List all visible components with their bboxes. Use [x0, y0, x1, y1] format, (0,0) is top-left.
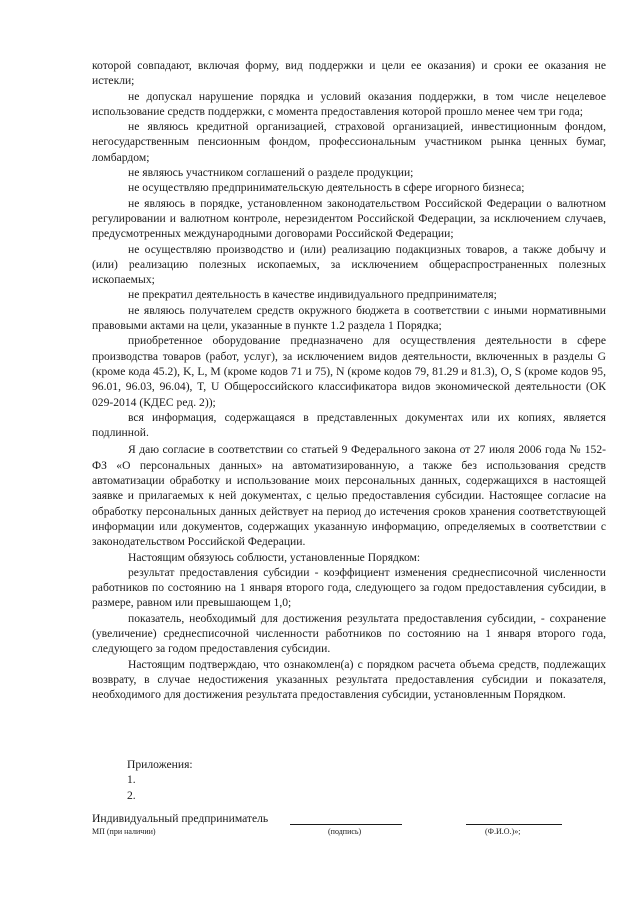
paragraph-not-financial-org: не являюсь кредитной организацией, страховой организацией, инвестиционным фондом, негосударственным пенсионным фондом, профессиональным участником рынка ценных бумаг, ломбардом; — [92, 120, 606, 164]
paragraph-equipment-purpose: приобретенное оборудование предназначено для осуществления деятельности в сфере производства товаров (работ, услуг), за исключением видов деятельности, включенных в разделы G (кроме кода 45.2), K, L, M (кроме кодов 71 и 75), N (кроме кодов 79, 81.29 и 81.3), O, S (кроме кодов 95, 96.01, 96.03, 96.04), T, U Общероссийского классификатора видов экономической деятельности (ОК 029-2014 (КДЕС ред. 2)); — [92, 334, 606, 409]
paragraph-refund-acknowledgement: Настоящим подтверждаю, что ознакомлен(а) с порядком расчета объема средств, подлежащих возврату, в случае недостижения указанных результата предоставления субсидии и показателя, необходимого для достижения результата предоставления субсидии, установленным Порядком. — [92, 657, 606, 702]
paragraph-obligations-intro: Настоящим обязуюсь соблюсти, установленные Порядком: — [128, 550, 421, 564]
stamp-caption: МП (при наличии) — [92, 827, 156, 836]
paragraph-personal-data-consent: Я даю согласие в соответствии со статьей 9 Федерального закона от 27 июля 2006 года № 152-ФЗ «О персональных данных» на автоматизированную, а также без использования средств автоматизации обработку и использование моих персональных данных, содержащихся в настоящей заявке и прилагаемых к ней документах, с целью предоставления субсидии. Настоящее согласие на обработку персональных данных действует на период до истечения сроков хранения соответствующей информации или документов, содержащих указанную информацию, определяемых в соответствии с законодательством Российской Федерации. — [92, 443, 606, 549]
paragraph-eligibility-continued: которой совпадают, включая форму, вид поддержки и цели ее оказания) и сроки ее оказания не истекли; — [92, 59, 606, 88]
attachment-item: 1. — [127, 773, 136, 787]
signature-line — [290, 812, 402, 825]
paragraph-not-terminated: не прекратил деятельность в качестве индивидуального предпринимателя; — [128, 288, 497, 302]
paragraph-info-authentic: вся информация, содержащаяся в представленных документах или их копиях, является подлинной. — [92, 410, 606, 440]
signature-label: Индивидуальный предприниматель — [92, 812, 269, 825]
paragraph-subsidy-indicator: показатель, необходимый для достижения результата предоставления субсидии, - сохранение (увеличение) среднесписочной численности работников по состоянию на 1 января второго года, следующего за годом предоставления субсидии. — [92, 611, 606, 656]
paragraph-not-budget-recipient: не являюсь получателем средств окружного бюджета в соответствии с иными нормативными правовыми актами на цели, указанные в пункте 1.2 раздела 1 Порядка; — [92, 303, 606, 333]
attachment-item: 2. — [127, 788, 136, 802]
paragraph-subsidy-result: результат предоставления субсидии - коэффициент изменения среднесписочной численности работников по состоянию на 1 января второго года, следующего за годом предоставления субсидии, в размере, равном или превышающем 1,0; — [92, 565, 606, 610]
paragraph-not-gambling: не осуществляю предпринимательскую деятельность в сфере игорного бизнеса; — [128, 181, 525, 195]
paragraph-not-nonresident: не являюсь в порядке, установленном законодательством Российской Федерации о валютном регулировании и валютном контроле, нерезидентом Российской Федерации, за исключением случаев, предусмотренных международными договорами Российской Федерации; — [92, 196, 606, 241]
attachments-list — [127, 757, 193, 803]
paragraph-not-psa-participant: не являюсь участником соглашений о разделе продукции; — [128, 166, 414, 180]
signature-caption: (подпись) — [328, 827, 362, 836]
name-caption: (Ф.И.О.)»; — [485, 827, 521, 836]
name-line — [466, 812, 562, 825]
document-body — [92, 58, 606, 702]
paragraph-no-violations: не допускал нарушение порядка и условий оказания поддержки, в том числе нецелевое использование средств поддержки, с момента предоставления которой прошло менее чем три года; — [92, 89, 606, 118]
signature-block — [92, 812, 606, 826]
attachments-title: Приложения: — [127, 758, 193, 771]
paragraph-not-excise-goods: не осуществляю производство и (или) реализацию подакцизных товаров, а также добычу и (или) реализацию полезных ископаемых, за исключением общераспространенных полезных ископаемых; — [92, 242, 606, 287]
